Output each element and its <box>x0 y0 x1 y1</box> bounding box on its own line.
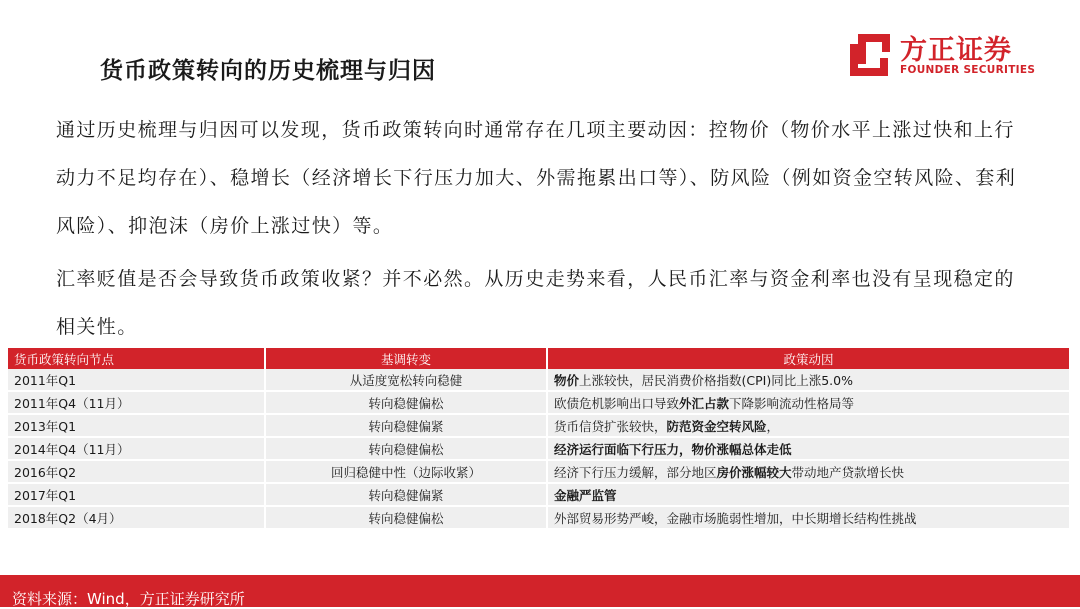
table-row <box>8 483 1070 506</box>
cell-driver: 物价上涨较快，居民消费价格指数(CPI)同比上涨5.0% <box>547 369 1070 391</box>
cell-tone: 转向稳健偏松 <box>265 391 547 414</box>
cell-driver: 经济下行压力缓解，部分地区房价涨幅较大带动地产贷款增长快 <box>547 460 1070 483</box>
founder-logo <box>848 28 1048 88</box>
cell-driver: 外部贸易形势严峻，金融市场脆弱性增加，中长期增长结构性挑战 <box>547 506 1070 529</box>
header-driver: 政策动因 <box>547 348 1070 369</box>
paragraph-drivers: 通过历史梳理与归因可以发现，货币政策转向时通常存在几项主要动因：控物价（物价水平上涨过快和上行动力不足均存在）、稳增长（经济增长下行压力加大、外需拖累出口等）、防风险（例如资金空转风险、套利风险）、抑泡沫（房价上涨过快）等。 <box>56 119 1017 237</box>
cell-tone: 转向稳健偏松 <box>265 437 547 460</box>
cell-node: 2016年Q2 <box>8 460 265 483</box>
cell-tone: 转向稳健偏紧 <box>265 483 547 506</box>
logo-english-name: FOUNDER SECURITIES <box>900 64 1036 76</box>
table-row <box>8 369 1070 391</box>
table-row <box>8 437 1070 460</box>
table-row <box>8 414 1070 437</box>
table-row <box>8 460 1070 483</box>
cell-tone: 转向稳健偏松 <box>265 506 547 529</box>
cell-driver: 货币信贷扩张较快，防范资金空转风险， <box>547 414 1070 437</box>
cell-tone: 从适度宽松转向稳健 <box>265 369 547 391</box>
cell-node: 2011年Q4（11月） <box>8 391 265 414</box>
policy-shift-table <box>8 348 1071 530</box>
cell-driver: 金融严监管 <box>547 483 1070 506</box>
table-row <box>8 506 1070 529</box>
logo-chinese-name: 方正证券 <box>900 35 1012 66</box>
cell-node: 2018年Q2（4月） <box>8 506 265 529</box>
source-note: 资料来源：Wind，方正证券研究所 <box>12 590 245 608</box>
founder-logo-icon <box>848 30 894 76</box>
cell-node: 2011年Q1 <box>8 369 265 391</box>
cell-tone: 回归稳健中性（边际收紧） <box>265 460 547 483</box>
table-row <box>8 391 1070 414</box>
page-title: 货币政策转向的历史梳理与归因 <box>100 57 436 84</box>
cell-node: 2014年Q4（11月） <box>8 437 265 460</box>
cell-tone: 转向稳健偏紧 <box>265 414 547 437</box>
cell-node: 2013年Q1 <box>8 414 265 437</box>
cell-driver: 经济运行面临下行压力，物价涨幅总体走低 <box>547 437 1070 460</box>
cell-driver: 欧债危机影响出口导致外汇占款下降影响流动性格局等 <box>547 391 1070 414</box>
source-footer <box>0 575 1080 607</box>
header-node: 货币政策转向节点 <box>8 348 265 369</box>
header-tone: 基调转变 <box>265 348 547 369</box>
paragraph-exchange-rate: 汇率贬值是否会导致货币政策收紧？并不必然。从历史走势来看，人民币汇率与资金利率也没有呈现稳定的相关性。 <box>56 268 1015 338</box>
cell-node: 2017年Q1 <box>8 483 265 506</box>
table-header-row <box>8 348 1070 369</box>
